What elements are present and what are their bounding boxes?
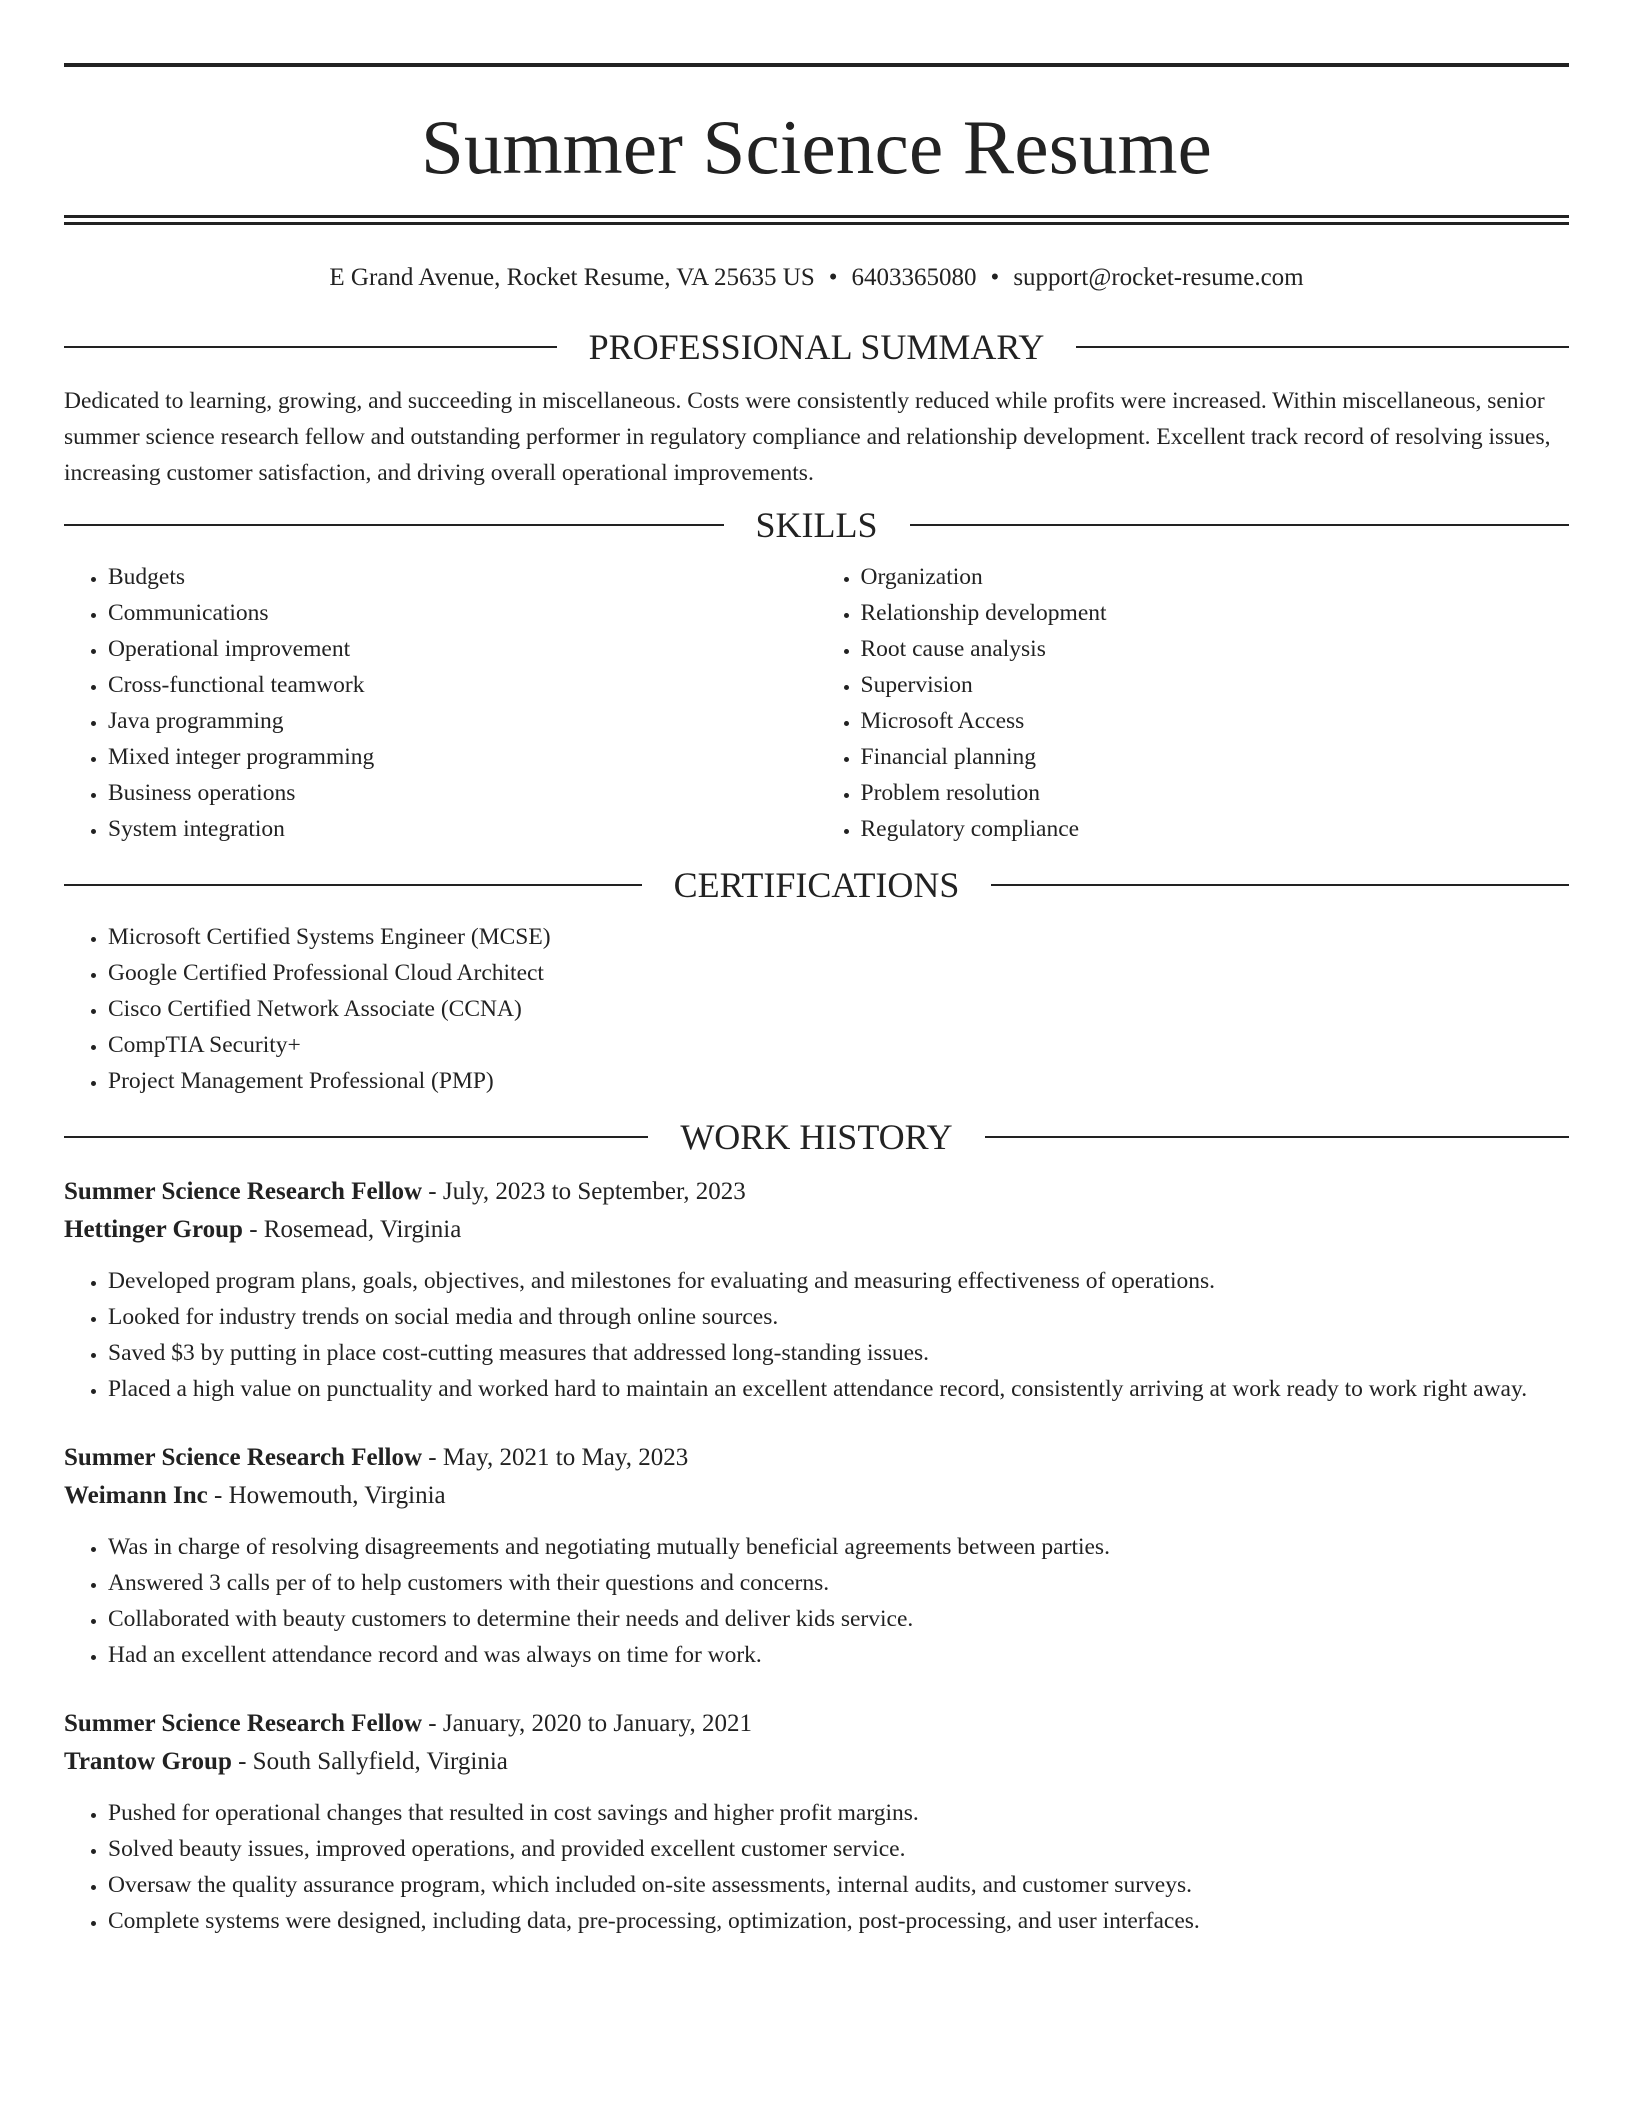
summary-text: Dedicated to learning, growing, and succeeding in miscellaneous. Costs were consistently reduced while profits were increased. Within miscellaneous, senior summer science research fellow and outstanding performer in regulatory compliance and relationship development. Excellent track record of resolving issues, increasing customer satisfaction, and driving overall operational improvements.: [64, 388, 1551, 486]
job-title: Summer Science Research Fellow: [64, 1444, 423, 1471]
heading-rule: [64, 1136, 648, 1138]
job-company: Weimann Inc: [64, 1482, 208, 1509]
skill-item: • Organization: [861, 559, 1570, 595]
resume-name: Summer Science Resume: [420, 104, 1213, 190]
heading-rule: [64, 524, 724, 526]
job-title-line: [64, 1173, 1569, 1211]
certification-item: • Cisco Certified Network Associate (CCNA): [108, 991, 1569, 1027]
job-bullet: • Answered 3 calls per of to help customers with their questions and concerns.: [108, 1565, 1569, 1601]
skill-item: • Operational improvement: [108, 631, 817, 667]
certifications-list: [64, 919, 1569, 1099]
job-bullet: • Saved $3 by putting in place cost-cutting measures that addressed long-standing issues.: [108, 1335, 1569, 1371]
skill-item: • Financial planning: [861, 739, 1570, 775]
skill-item: • Regulatory compliance: [861, 811, 1570, 847]
job-bullet: • Oversaw the quality assurance program, which included on-site assessments, internal audits, and customer surveys.: [108, 1867, 1569, 1903]
job-title: Summer Science Research Fellow: [64, 1710, 423, 1737]
job-bullet: • Was in charge of resolving disagreements and negotiating mutually beneficial agreements between parties.: [108, 1529, 1569, 1565]
contact-separator: •: [990, 264, 1000, 291]
job-bullets: [64, 1795, 1569, 1939]
top-rule: [64, 63, 1569, 67]
job-bullets: [64, 1529, 1569, 1673]
job-company-line: [64, 1743, 1569, 1781]
skills-heading: SKILLS: [755, 505, 878, 545]
summary-heading-row: [64, 323, 1569, 371]
work-heading: WORK HISTORY: [680, 1117, 953, 1157]
certifications-heading-row: [64, 861, 1569, 909]
skill-item: • Mixed integer programming: [108, 739, 817, 775]
job-location: - Howemouth, Virginia: [207, 1482, 446, 1509]
skill-item: • Cross-functional teamwork: [108, 667, 817, 703]
skill-item: • Budgets: [108, 559, 817, 595]
skill-item: • System integration: [108, 811, 817, 847]
job-bullet: • Solved beauty issues, improved operations, and provided excellent customer service.: [108, 1831, 1569, 1867]
skills-heading-row: [64, 501, 1569, 549]
skill-item: • Microsoft Access: [861, 703, 1570, 739]
heading-rule: [910, 524, 1570, 526]
job-entry: [64, 1439, 1569, 1673]
certification-item: • Microsoft Certified Systems Engineer (MCSE): [108, 919, 1569, 955]
heading-rule: [1076, 346, 1569, 348]
skill-item: • Business operations: [108, 775, 817, 811]
job-bullet: • Collaborated with beauty customers to determine their needs and deliver kids service.: [108, 1601, 1569, 1637]
certification-item: • Google Certified Professional Cloud Architect: [108, 955, 1569, 991]
job-bullet: • Complete systems were designed, including data, pre-processing, optimization, post-processing, and user interfaces.: [108, 1903, 1569, 1939]
skill-item: • Root cause analysis: [861, 631, 1570, 667]
job-bullet: • Pushed for operational changes that resulted in cost savings and higher profit margins.: [108, 1795, 1569, 1831]
certification-item: • Project Management Professional (PMP): [108, 1063, 1569, 1099]
job-company-line: [64, 1477, 1569, 1515]
job-company: Trantow Group: [64, 1748, 232, 1775]
job-entry: [64, 1173, 1569, 1407]
job-company: Hettinger Group: [64, 1216, 243, 1243]
job-dates: - July, 2023 to September, 2023: [422, 1178, 746, 1205]
contact-separator: •: [828, 264, 838, 291]
job-entry: [64, 1705, 1569, 1939]
job-title-line: [64, 1705, 1569, 1743]
heading-rule: [991, 884, 1569, 886]
skill-item: • Communications: [108, 595, 817, 631]
job-location: - South Sallyfield, Virginia: [231, 1748, 508, 1775]
job-bullets: [64, 1263, 1569, 1407]
contact-line: [64, 261, 1569, 295]
job-title: Summer Science Research Fellow: [64, 1178, 423, 1205]
job-bullet: • Developed program plans, goals, objectives, and milestones for evaluating and measuring effectiveness of operations.: [108, 1263, 1569, 1299]
certifications-heading: CERTIFICATIONS: [673, 865, 960, 905]
job-dates: - January, 2020 to January, 2021: [422, 1710, 753, 1737]
resume-content: [64, 63, 1569, 1939]
skill-item: • Supervision: [861, 667, 1570, 703]
heading-rule: [64, 346, 557, 348]
contact-phone: 6403365080: [851, 264, 977, 291]
job-bullet: • Had an excellent attendance record and was always on time for work.: [108, 1637, 1569, 1673]
work-heading-row: [64, 1113, 1569, 1161]
heading-rule: [64, 884, 642, 886]
job-company-line: [64, 1211, 1569, 1249]
job-dates: - May, 2021 to May, 2023: [422, 1444, 689, 1471]
contact-address: E Grand Avenue, Rocket Resume, VA 25635 US: [329, 264, 815, 291]
heading-rule: [985, 1136, 1569, 1138]
skill-item: • Relationship development: [861, 595, 1570, 631]
skills-list-right: [817, 559, 1570, 847]
skill-item: • Problem resolution: [861, 775, 1570, 811]
job-bullet: • Placed a high value on punctuality and worked hard to maintain an excellent attendance record, consistently arriving at work ready to work right away.: [108, 1371, 1569, 1407]
certification-item: • CompTIA Security+: [108, 1027, 1569, 1063]
skills-columns: [64, 559, 1569, 847]
job-location: - Rosemead, Virginia: [242, 1216, 462, 1243]
job-bullet: • Looked for industry trends on social media and through online sources.: [108, 1299, 1569, 1335]
double-rule: [64, 215, 1569, 225]
summary-heading: PROFESSIONAL SUMMARY: [588, 327, 1045, 367]
contact-email: support@rocket-resume.com: [1013, 264, 1304, 291]
skill-item: • Java programming: [108, 703, 817, 739]
job-title-line: [64, 1439, 1569, 1477]
skills-list-left: [64, 559, 817, 847]
